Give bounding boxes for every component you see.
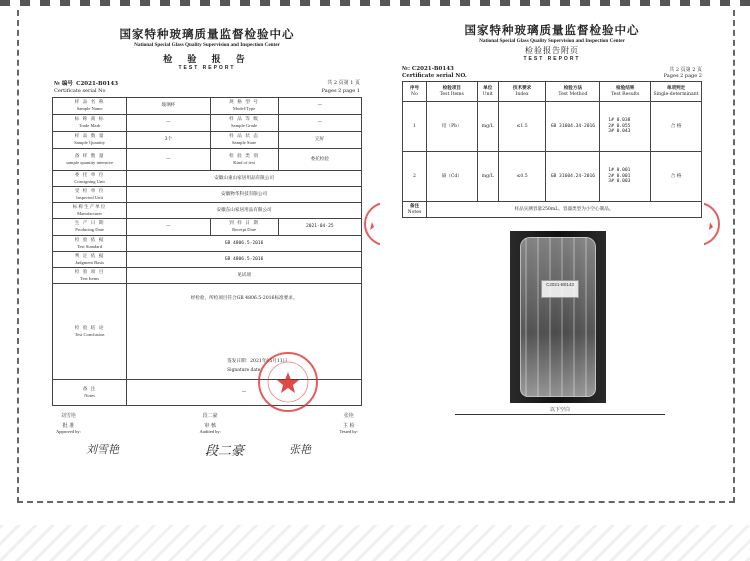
report-heading-en: TEST REPORT [178,65,236,71]
page2-serial: №: C2021-B0143 [402,66,454,72]
test-items-label: 检 验 项 目 Test Items [53,268,127,284]
sample-grade-label: 样 品 等 级 Sample Grade [210,115,278,132]
page-title: 国家特种玻璃质量监督检验中心 [119,27,295,41]
model-label: 规 格 型 号 Model/Type [210,98,278,115]
receipt-date-label: 到 样 日 期 Receipt Date [210,219,278,236]
official-seal [258,352,318,412]
bottom-hatch [0,525,750,561]
tester-signature: 张艳 主 检 Tested by: [339,413,358,434]
judgment-basis-label: 判 定 依 据 Judgment Basis [53,252,127,268]
notes-label: 备 注 Notes [53,380,127,406]
sign-date-en: Signature date [227,367,261,373]
sample-grade-value: — [278,115,361,132]
sample-name-label: 样 品 名 称 Sample Name [53,98,127,115]
top-dashed-border [0,0,750,6]
test-kind-label: 检 验 类 别 Kind of test [210,149,278,171]
test-kind-value: 委托检验 [278,149,361,171]
results-table [402,81,702,218]
col-judge-header: 单项判定 Single-determinant [651,82,702,102]
inspected-unit-label: 受 检 单 位 Inspected Unit [53,187,127,203]
reserve-quantity-value: — [127,149,210,171]
page-subtitle: National Special Glass Quality Supervision and Inspection Center [134,42,280,48]
consigning-unit-label: 委 托 单 位 Consigning Unit [53,171,127,187]
approver-signature: 刘雪艳 批 准 Approved by: [56,413,81,434]
trade-mark-value: — [127,115,210,132]
page2-heading-en: TEST REPORT [523,56,581,62]
test-standard-value: GB 4806.5-2016 [127,236,362,252]
manufacturer-value: 安徽东山家居用品有限公司 [127,203,362,219]
inspected-unit-value: 安徽物华科技有限公司 [127,187,362,203]
page2-count: 共 2 页第 2 页 [669,67,702,73]
col-no-header: 序号 No [403,82,427,102]
page2-heading: 检验报告附页 [525,46,579,55]
sample-quantity-label: 样 品 数 量 Sample Quantity [53,132,127,149]
test-standard-label: 检 验 依 据 Test Standard [53,236,127,252]
page2-title: 国家特种玻璃质量监督检验中心 [464,23,640,37]
signature-row [52,412,362,434]
page2-subtitle: National Special Glass Quality Supervision and Inspection Center [479,38,625,44]
page2-serial-en: Certificate serial NO. [402,73,467,79]
sample-state-label: 样 品 状 态 Sample State [210,132,278,149]
photo-caption: 以下空白 [549,407,570,413]
tester-handwriting: 张艳 [289,443,311,456]
judgment-basis-value: GB 4806.5-2016 [127,252,362,268]
glass-cup-image [520,237,596,397]
sample-label: C2021-B0143 [541,280,579,298]
approver-handwriting: 刘雪艳 [86,443,119,456]
sample-quantity-value: 3个 [127,132,210,149]
table-row: 1 铅（Pb） mg/L ≤1.5 GB 31604.34-2016 1# 0.038 2# 0.055 3# 0.043 合 格 [403,102,702,152]
page2-count-en: Pages 2 page 2 [663,73,702,79]
conclusion-cell [127,284,362,380]
conclusion-label: 检 验 结 论 Test Conclusion [53,284,127,380]
model-value: — [278,98,361,115]
table-row: 2 镉（Cd） mg/L ≤0.5 GB 31604.24-2016 1# 0.001 2# 0.001 3# 0.003 合 格 [403,152,702,202]
product-photo [510,231,606,403]
notes-row: 备注 Notes 样品实测容量250mL，容器类型为小空心制品。 [403,202,702,218]
seal-star-icon [260,354,316,410]
conclusion-text: 经检验，所检项目符合GB 4806.5-2016标准要求。 [190,296,298,301]
notes-value: — [127,380,362,406]
auditor-handwriting: 段二豪 [205,444,245,459]
producing-date-value: — [127,219,210,236]
trade-mark-label: 标 称 商 标 Trade Mark [53,115,127,132]
consigning-unit-value: 安徽山東山家居用品有限公司 [127,171,362,187]
manufacturer-label: 标称生产单位 Manufacturer [53,203,127,219]
edge-seal-right [704,200,722,248]
page-count: 共 2 页第 1 页 [327,80,360,86]
col-unit-header: 单位 Unit [477,82,498,102]
col-results-header: 检验结果 Test Results [600,82,651,102]
sample-state-value: 完好 [278,132,361,149]
col-method-header: 检验方法 Test Method [546,82,600,102]
results-header-row [403,82,702,102]
receipt-date-value: 2021-04-25 [278,219,361,236]
col-item-header: 检验项目 Test Items [426,82,477,102]
page2-notes-value: 样品实测容量250mL，容器类型为小空心制品。 [426,202,701,218]
serial-number: № 编号 C2021-B0143 [54,81,119,87]
col-index-header: 技术要求 Index [498,82,546,102]
edge-seal-left [362,200,380,248]
serial-label-en: Certificate serial No [54,88,106,94]
sign-date: 签发日期：2021年05月11日 [227,359,288,365]
test-items-value: 见试项 [127,268,362,284]
auditor-signature: 段二豪 审 核 Audited by: [199,413,221,434]
page-count-en: Pages 2 page 1 [321,88,360,94]
report-heading: 检 验 报 告 [163,55,251,65]
reserve-quantity-label: 备 样 数 量 sample quantity intensive [53,149,127,171]
sample-name-value: 玻璃杯 [127,98,210,115]
producing-date-label: 生 产 日 期 Producing Date [53,219,127,236]
caption-rule [455,414,665,415]
